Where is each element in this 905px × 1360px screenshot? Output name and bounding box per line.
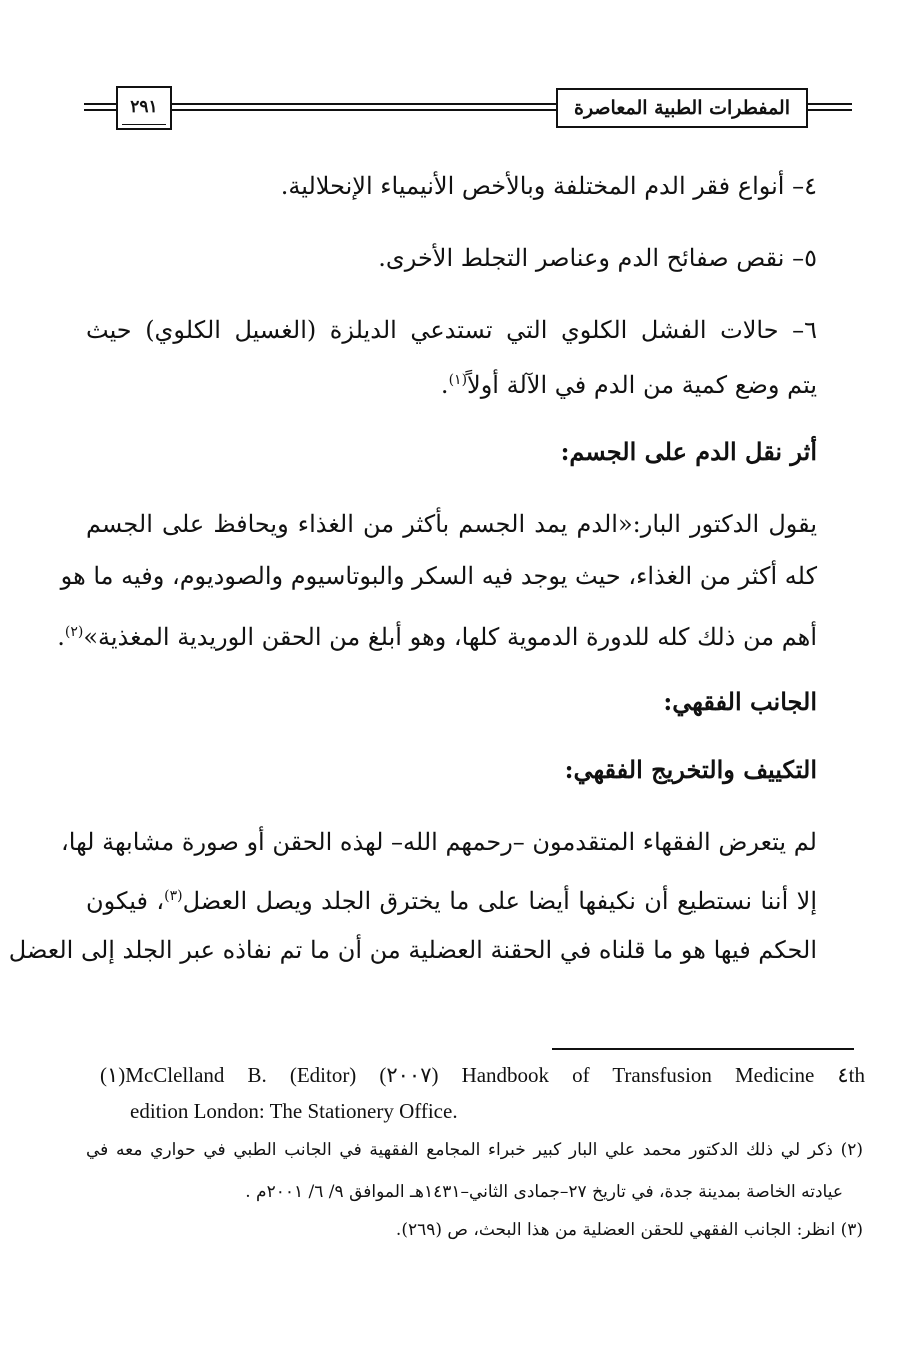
footnote-2-line-1: (٢) ذكر لي ذلك الدكتور محمد علي البار كبير خبراء المجامع الفقهية في الجانب الطبي في حواري معه في (86, 1140, 863, 1160)
list-item-5: ٥– نقص صفائح الدم وعناصر التجلط الأخرى. (378, 244, 817, 272)
heading-takyif: التكييف والتخريج الفقهي: (564, 755, 817, 784)
list-item-4: ٤– أنواع فقر الدم المختلفة وبالأخص الأنيمياء الإنحلالية. (280, 172, 817, 200)
header-rule-left-top (84, 103, 116, 105)
quote-line-1: يقول الدكتور البار:«الدم يمد الجسم بأكثر من الغذاء ويحافظ على الجسم (86, 510, 818, 538)
paragraph-line-2 (86, 876, 817, 921)
paragraph-line-2-tail: ، فيكون (86, 887, 165, 915)
list-item-6-end: . (440, 371, 449, 399)
quote-end: . (57, 623, 65, 651)
footnote-1-line-2: edition London: The Stationery Office. (130, 1099, 458, 1123)
paragraph-line-3: الحكم فيها هو ما قلناه في الحقنة العضلية من أن ما تم نفاذه عبر الجلد إلى العضل (8, 936, 817, 964)
footnote-3: (٣) انظر: الجانب الفقهي للحقن العضلية من هذا البحث، ص (٢٦٩). (395, 1220, 863, 1240)
header-rule-middle-bottom (172, 109, 556, 111)
list-item-6-line-2 (441, 360, 817, 405)
header-rule-middle-top (172, 103, 556, 105)
book-title: المفطرات الطبية المعاصرة (556, 88, 808, 128)
header-rule-right-bottom (808, 109, 852, 111)
footnote-separator (552, 1048, 854, 1050)
list-item-6-line-1: ٦– حالات الفشل الكلوي التي تستدعي الديلزة (الغسيل الكلوي) حيث (86, 316, 818, 344)
page-number: ٢٩١ (116, 86, 172, 130)
heading-blood-effect: أثر نقل الدم على الجسم: (560, 437, 817, 466)
paragraph-line-1: لم يتعرض الفقهاء المتقدمون –رحمهم الله– لهذه الحقن أو صورة مشابهة لها، (61, 828, 817, 856)
header-rule-left-bottom (84, 109, 116, 111)
quote-line-3 (57, 612, 817, 657)
quote-line-2: كله أكثر من الغذاء، حيث يوجد فيه السكر والبوتاسيوم والصوديوم، وفيه ما هو (60, 562, 817, 590)
header-rule-right-top (808, 103, 852, 105)
list-item-6-text: يتم وضع كمية من الدم في الآلة أولاً (467, 371, 817, 399)
paragraph-line-2-text: إلا أننا نستطيع أن نكيفها أيضا على ما يخترق الجلد ويصل العضل (182, 887, 818, 915)
footnote-1-line-1: (١)McClelland B. (Editor) (٢٠٠٧) Handbook of Transfusion Medicine ٤th (100, 1063, 865, 1087)
footnote-ref-2: (٢) (64, 624, 84, 640)
footnote-ref-3: (٣) (164, 888, 183, 904)
heading-fiqh-aspect: الجانب الفقهي: (663, 687, 817, 716)
quote-line-3-text: أهم من ذلك كله للدورة الدموية كلها، وهو أبلغ من الحقن الوريدية المغذية» (83, 623, 817, 651)
footnote-2-line-2: عيادته الخاصة بمدينة جدة، في تاريخ ٢٧–جمادى الثاني–١٤٣١هـ الموافق ٩/ ٦/ ٢٠٠١م . (245, 1182, 843, 1202)
footnote-ref-1: (١) (448, 372, 468, 388)
